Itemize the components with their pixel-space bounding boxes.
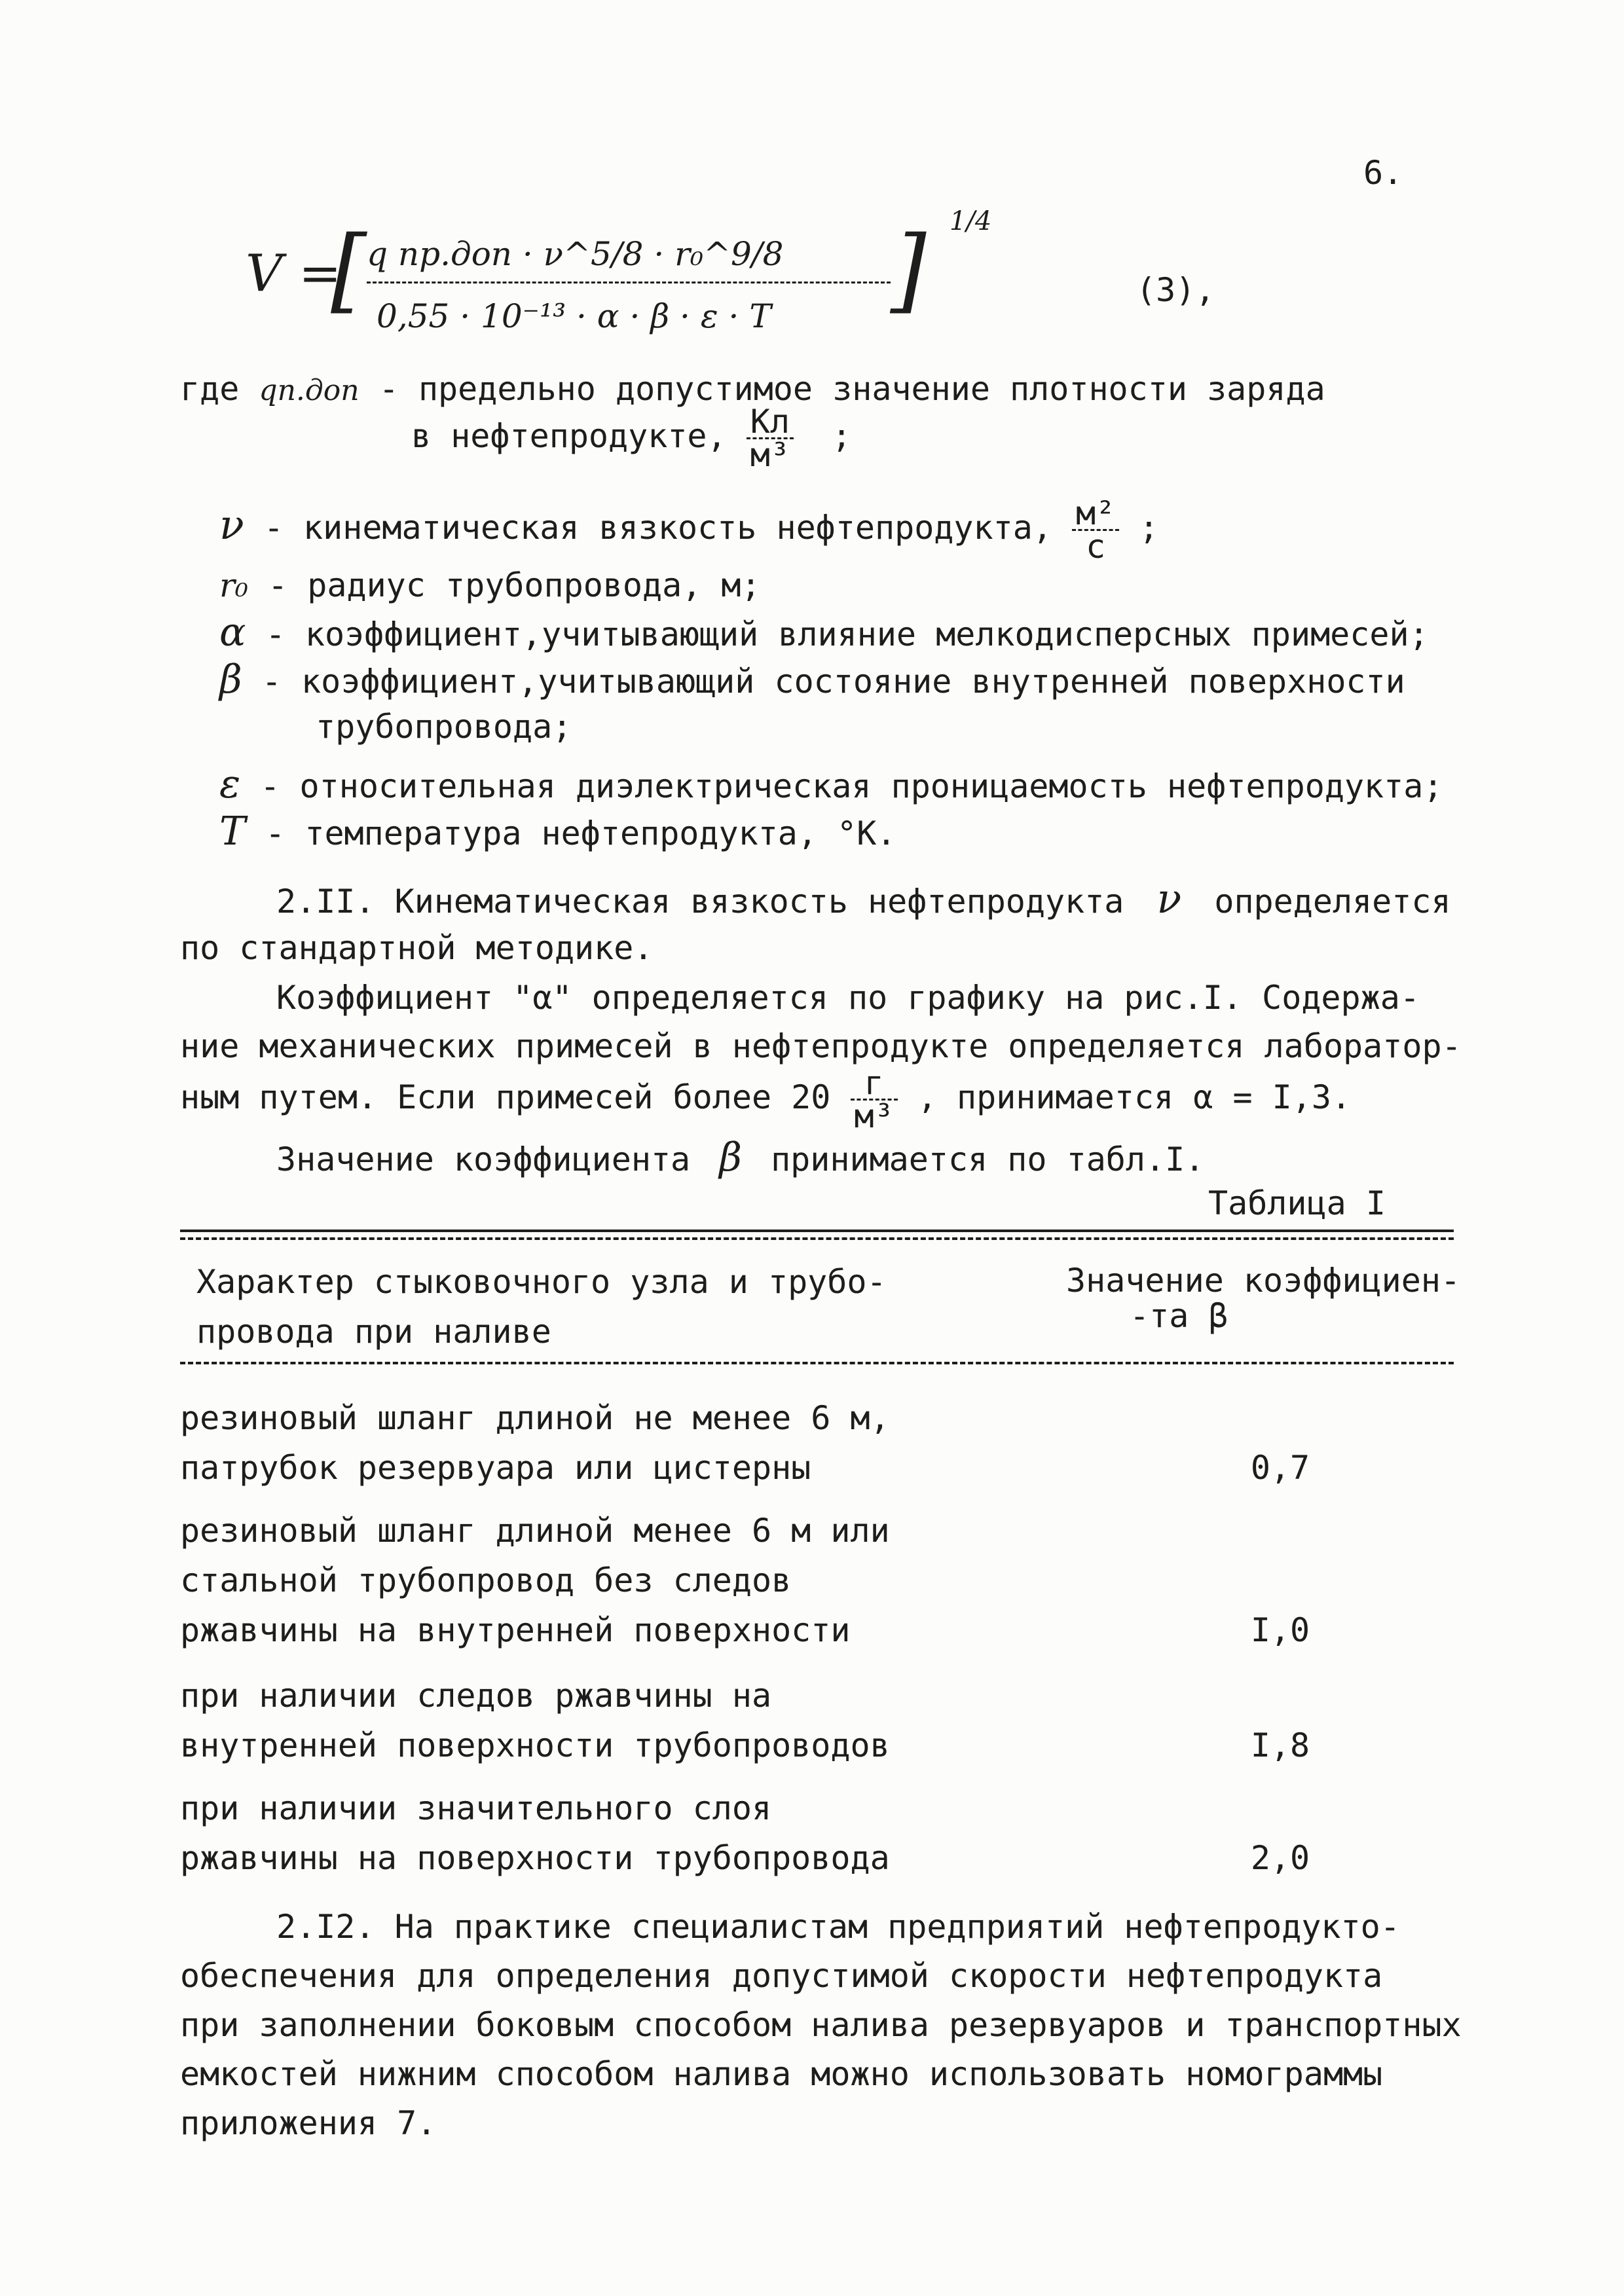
formula-bracket-open: [: [331, 217, 367, 323]
table-caption: Таблица I: [1208, 1184, 1386, 1222]
table-header-col1-line1: Характер стыковочного узла и трубо-: [196, 1263, 887, 1301]
def-temperature: T - температура нефтепродукта, °К.: [219, 809, 896, 854]
def-r0: r₀ - радиус трубопровода, м;: [219, 566, 761, 604]
unit-charge-density: $\frac{Кл}{\text{м³}}$: [747, 406, 794, 471]
def-beta: β - коэффициент,учитывающий состояние внутренней поверхности: [219, 657, 1405, 702]
unit-g-per-m3: $\frac{г}{\text{м³}}$: [851, 1067, 898, 1132]
formula-numerator: q пр.доп · ν^5/8 · r₀^9/8: [367, 235, 784, 273]
formula-bracket-close: ]: [891, 217, 927, 323]
p211-line-2: по стандартной методике.: [180, 929, 654, 967]
table-top-rule-2: [180, 1237, 1454, 1240]
def-epsilon: ε - относительная диэлектрическая проницаемость нефтепродукта;: [219, 761, 1443, 807]
page-number: 6.: [1363, 154, 1403, 192]
p212-line-3: при заполнении боковым способом налива резервуаров и транспортных: [180, 2006, 1462, 2044]
p211-line-3: Коэффициент "α" определяется по графику на рис.I. Содержа-: [276, 979, 1420, 1017]
p212-line-5: приложения 7.: [180, 2104, 437, 2142]
formula-denominator: 0,55 · 10⁻¹³ · α · β · ε · T: [377, 297, 771, 335]
table-header-col1-line2: провода при наливе: [196, 1313, 551, 1351]
unit-kelvin: °К.: [837, 814, 896, 852]
table-value: I,8: [1250, 1726, 1310, 1764]
unit-viscosity: $\frac{\text{м²}}{с}$: [1072, 498, 1119, 562]
formula-lhs: V =: [246, 244, 342, 303]
formula-fraction-line: [367, 282, 891, 283]
table-top-rule: [180, 1230, 1454, 1232]
symbol-nu: ν: [219, 501, 244, 549]
symbol-beta: β: [719, 1135, 742, 1180]
table-value: 0,7: [1250, 1449, 1310, 1487]
p211-line-5: ным путем. Если примесей более 20 $\frac{г}{\text{м³}}$ , принимается α = I,3.: [180, 1064, 1352, 1135]
symbol-q: qп.доп: [259, 374, 360, 407]
symbol-T: T: [219, 809, 246, 854]
table-header-col2-line1: Значение коэффициен-: [1066, 1262, 1461, 1300]
def-q-text: - предельно допустимое значение плотности заряда: [378, 370, 1325, 408]
def-q-cont: в нефтепродукте,: [411, 417, 727, 455]
table-value: 2,0: [1250, 1839, 1310, 1877]
p211-line-4: ние механических примесей в нефтепродукте определяется лаборатор-: [180, 1027, 1462, 1065]
def-nu: ν - кинематическая вязкость нефтепродукта, $\frac{\text{м²}}{с}$ ;: [219, 494, 1159, 566]
symbol-r0: r₀: [219, 566, 248, 604]
symbol-beta: β: [219, 657, 242, 702]
p212-line-4: емкостей нижним способом налива можно использовать номограммы: [180, 2055, 1383, 2093]
symbol-alpha: α: [219, 610, 246, 655]
def-q-unit-line: в нефтепродукте, $\frac{Кл}{\text{м³}}$ ;: [411, 403, 852, 474]
p211-line-6: Значение коэффициента β принимается по табл.I.: [276, 1135, 1205, 1180]
table-header-col2-line2: -та β: [1130, 1297, 1228, 1335]
p211-line-1: 2.II. Кинематическая вязкость нефтепродукта ν определяется: [276, 875, 1451, 922]
def-alpha: α - коэффициент,учитывающий влияние мелкодисперсных примесей;: [219, 610, 1429, 655]
p212-line-1: 2.I2. На практике специалистам предприятий нефтепродукто-: [276, 1908, 1400, 1946]
table-value: I,0: [1250, 1611, 1310, 1649]
p212-line-2: обеспечения для определения допустимой скорости нефтепродукта: [180, 1957, 1383, 1995]
symbol-epsilon: ε: [219, 761, 241, 807]
def-prefix: где: [180, 370, 240, 408]
table-header-rule: [180, 1362, 1454, 1364]
formula-label: (3),: [1136, 271, 1215, 309]
symbol-nu: ν: [1156, 875, 1182, 922]
formula-exponent: 1/4: [950, 206, 992, 236]
def-beta-cont: трубопровода;: [316, 708, 572, 746]
